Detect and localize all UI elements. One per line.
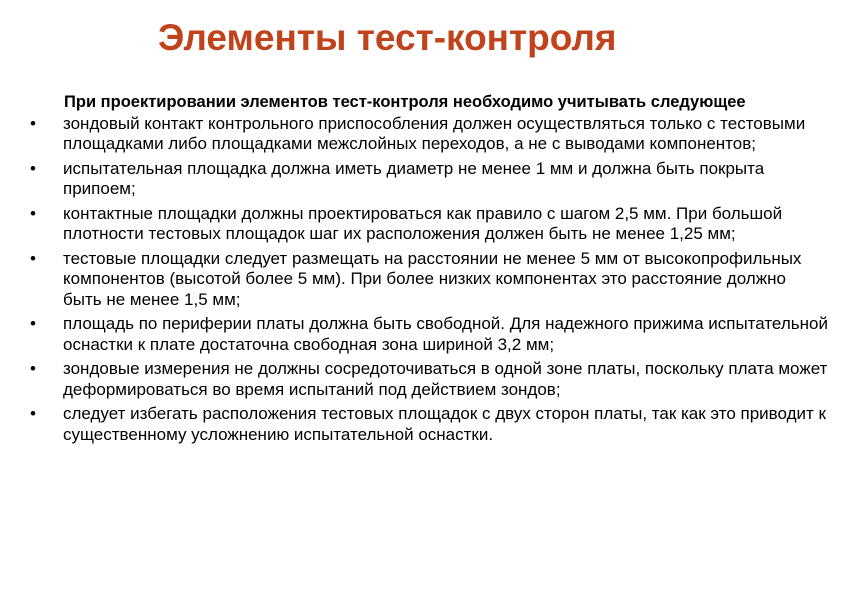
bullet-text: тестовые площадки следует размещать на расстоянии не менее 5 мм от высокопрофильных компонентов (высотой более 5 мм). При более низких компонентах это расстояние должно быть не менее 1,5 мм; (63, 248, 802, 309)
bullet-list (30, 114, 830, 446)
slide-title: Элементы тест-контроля (158, 17, 617, 58)
slide-body (30, 92, 830, 449)
bullet-text: испытательная площадка должна иметь диаметр не менее 1 мм и должна быть покрыта припоем; (63, 158, 765, 198)
bullet-icon: • (30, 158, 36, 178)
bullet-item (30, 159, 828, 200)
bullet-item (30, 249, 828, 311)
bullet-icon: • (30, 404, 36, 423)
bullet-item (30, 359, 828, 400)
bullet-icon: • (30, 248, 36, 268)
bullet-icon: • (30, 359, 36, 378)
bullet-text: зондовый контакт контрольного приспособления должен осуществляться только с тестовыми площадками либо площадками межслойных переходов, а не с выводами компонентов; (63, 113, 806, 153)
bullet-text: зондовые измерения не должны сосредоточиваться в одной зоне платы, поскольку плата может деформироваться во время испытаний под действием зондов; (63, 359, 828, 399)
bullet-icon: • (30, 314, 36, 333)
bullet-icon: • (30, 113, 36, 133)
bullet-text: следует избегать расположения тестовых площадок с двух сторон платы, так как это приводит к существенному усложнению испытательной оснастки. (63, 404, 826, 444)
bullet-text: площадь по периферии платы должна быть свободной. Для надежного прижима испытательной оснастки к плате достаточна свободная зона шириной 3,2 мм; (63, 314, 828, 354)
bullet-icon: • (30, 203, 36, 223)
bullet-text: контактные площадки должны проектироваться как правило с шагом 2,5 мм. При большой плотности тестовых площадок шаг их расположения должен быть не менее 1,25 мм; (63, 203, 783, 243)
bullet-item (30, 314, 828, 355)
intro-text: При проектировании элементов тест-контроля необходимо учитывать следующее (64, 93, 746, 111)
bullet-item (30, 114, 828, 155)
bullet-item (30, 404, 828, 445)
bullet-item (30, 204, 828, 245)
